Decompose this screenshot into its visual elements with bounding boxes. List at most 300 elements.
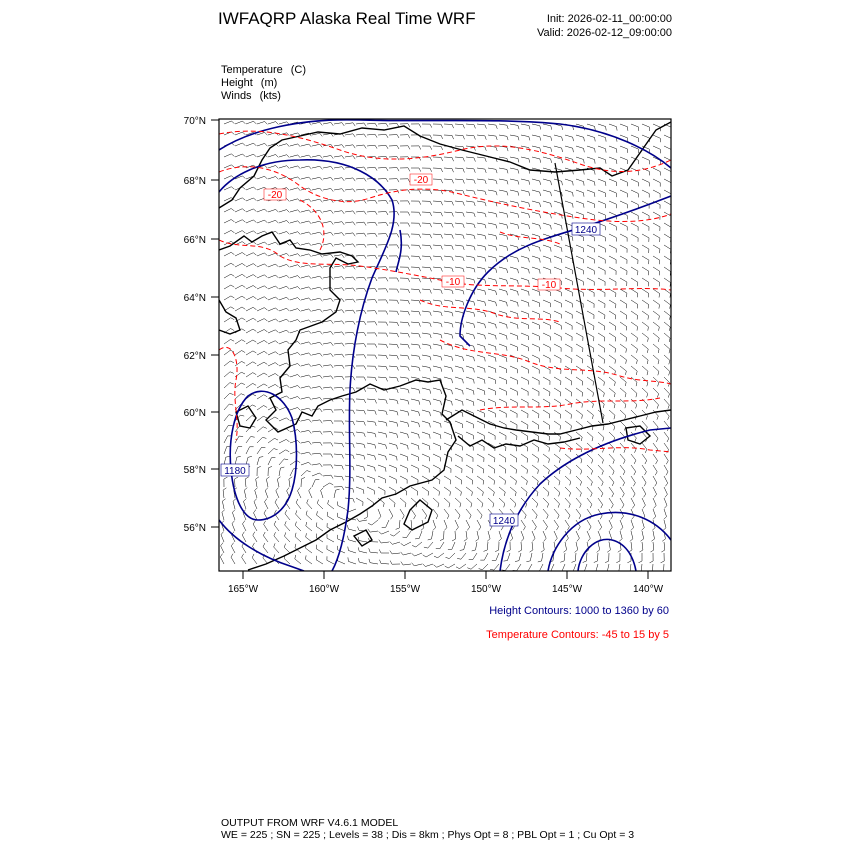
wind-barb bbox=[252, 558, 257, 564]
lat-label: 66°N bbox=[183, 235, 206, 246]
wind-barb-flag bbox=[645, 449, 647, 453]
wind-barb bbox=[312, 353, 320, 355]
wind-barb bbox=[576, 487, 581, 493]
wind-barb bbox=[620, 421, 626, 427]
wind-barb bbox=[609, 223, 616, 226]
wind-barb bbox=[301, 331, 309, 333]
wind-barb-flag bbox=[265, 122, 268, 125]
wind-barb-flag bbox=[276, 166, 279, 169]
wind-barb bbox=[521, 388, 528, 392]
wind-barb bbox=[370, 563, 378, 564]
wind-barb bbox=[378, 167, 386, 168]
wind-barb-flag bbox=[515, 561, 519, 562]
wind-barb bbox=[316, 560, 323, 564]
wind-barb-flag bbox=[353, 288, 355, 291]
wind-barb-flag bbox=[623, 483, 625, 487]
wind-barb bbox=[554, 531, 557, 538]
wind-barb-flag bbox=[446, 557, 450, 558]
wind-barb bbox=[620, 190, 627, 193]
wind-barb bbox=[510, 344, 517, 347]
wind-barb-flag bbox=[562, 126, 563, 130]
wind-barb bbox=[532, 157, 540, 159]
wind-barb-flag bbox=[474, 380, 475, 384]
wind-barb-flag bbox=[358, 527, 360, 531]
wind-barb bbox=[532, 388, 539, 392]
wind-barb bbox=[224, 209, 231, 213]
wind-barb-flag bbox=[630, 539, 633, 542]
wind-barb bbox=[510, 135, 518, 136]
wind-barb-flag bbox=[507, 125, 508, 129]
wind-barb bbox=[422, 465, 429, 469]
wind-barb bbox=[400, 388, 408, 389]
wind-barb bbox=[444, 267, 452, 268]
wind-barb bbox=[257, 406, 264, 411]
wind-barb bbox=[653, 344, 659, 349]
wind-barb-flag bbox=[342, 233, 344, 236]
wind-barb bbox=[488, 531, 490, 539]
wind-barb bbox=[301, 419, 309, 421]
wind-barb-flag bbox=[483, 492, 484, 496]
wind-barb-flag bbox=[331, 421, 333, 424]
wind-barb-flag bbox=[419, 345, 420, 349]
wind-barb-flag bbox=[309, 408, 312, 411]
wind-barb bbox=[466, 179, 474, 180]
wind-barb-flag bbox=[518, 280, 519, 284]
wind-barb bbox=[554, 245, 562, 248]
wind-barb bbox=[653, 289, 660, 294]
wind-barb bbox=[477, 443, 484, 447]
wind-barb bbox=[620, 201, 627, 204]
wind-barb-flag bbox=[280, 467, 284, 468]
wind-barb bbox=[356, 255, 364, 256]
wind-barb bbox=[521, 146, 529, 148]
wind-barb bbox=[521, 223, 529, 225]
wind-barb-flag bbox=[419, 323, 420, 327]
wind-barb-flag bbox=[397, 400, 398, 404]
wind-barb bbox=[382, 531, 389, 534]
wind-barb-flag bbox=[430, 435, 431, 439]
wind-barb-flag bbox=[397, 389, 398, 393]
wind-barb bbox=[477, 124, 485, 125]
lat-label: 68°N bbox=[183, 176, 206, 187]
wind-barb bbox=[521, 399, 528, 403]
wind-barb bbox=[510, 201, 518, 203]
wind-barb bbox=[565, 179, 573, 182]
wind-barb bbox=[543, 135, 551, 137]
wind-barb bbox=[440, 542, 444, 549]
wind-barb-flag bbox=[467, 527, 469, 530]
wind-barb-flag bbox=[669, 338, 670, 342]
wind-barb-flag bbox=[485, 236, 486, 240]
wind-barb bbox=[246, 351, 253, 355]
wind-barb bbox=[631, 311, 638, 316]
wind-barb bbox=[510, 223, 518, 225]
wind-barb bbox=[598, 311, 605, 315]
wind-barb bbox=[631, 487, 635, 494]
wind-barb-flag bbox=[602, 471, 604, 475]
wind-barb bbox=[334, 123, 342, 124]
wind-barb bbox=[433, 498, 439, 503]
wind-barb-flag bbox=[463, 136, 465, 140]
wind-barb bbox=[411, 498, 417, 503]
wind-barb bbox=[466, 212, 474, 213]
wind-barb-flag bbox=[452, 257, 453, 261]
wind-barb bbox=[488, 344, 496, 347]
wind-barb bbox=[285, 536, 291, 542]
wind-barb-flag bbox=[231, 165, 234, 168]
wind-barb-flag bbox=[342, 432, 344, 436]
wind-barb bbox=[488, 498, 494, 504]
wind-barb bbox=[562, 564, 565, 571]
wind-barb-flag bbox=[242, 532, 244, 535]
wind-barb-flag bbox=[353, 244, 355, 247]
wind-barb bbox=[554, 498, 560, 504]
wind-barb-flag bbox=[562, 148, 563, 152]
wind-barb-flag bbox=[570, 482, 571, 486]
wind-barb bbox=[246, 154, 254, 157]
wind-barb-flag bbox=[242, 307, 245, 309]
wind-barb bbox=[422, 377, 430, 379]
wind-barb bbox=[389, 421, 397, 423]
wind-barb bbox=[290, 265, 298, 267]
wind-barb-flag bbox=[518, 181, 519, 185]
wind-barb bbox=[653, 476, 657, 483]
wind-barb bbox=[235, 394, 241, 399]
wind-barb bbox=[477, 256, 485, 258]
wind-barb bbox=[323, 266, 331, 268]
wind-barb bbox=[620, 344, 627, 349]
wind-barb bbox=[477, 234, 485, 236]
wind-barb-flag bbox=[331, 443, 333, 447]
wind-barb-flag bbox=[474, 313, 475, 317]
wind-barb-flag bbox=[490, 527, 492, 530]
wind-barb bbox=[356, 233, 364, 234]
wind-barb bbox=[487, 542, 488, 550]
wind-barb-flag bbox=[419, 423, 420, 427]
wind-barb-flag bbox=[242, 176, 245, 179]
lat-label: 62°N bbox=[183, 351, 206, 362]
wind-barb bbox=[255, 490, 257, 498]
wind-barb-flag bbox=[331, 376, 333, 379]
lon-label: 160°W bbox=[308, 584, 340, 595]
wind-barb bbox=[400, 377, 408, 378]
wind-barb bbox=[422, 366, 430, 368]
wind-barb-flag bbox=[635, 438, 637, 442]
wind-barb-flag bbox=[342, 299, 344, 302]
wind-barb bbox=[477, 366, 485, 369]
wind-barb bbox=[433, 223, 441, 224]
wind-barb bbox=[543, 256, 551, 259]
wind-barb-flag bbox=[419, 124, 421, 128]
wind-barb bbox=[466, 267, 474, 269]
wind-barb-flag bbox=[275, 499, 277, 502]
wind-barb-flag bbox=[320, 398, 322, 401]
wind-barb-flag bbox=[606, 160, 607, 164]
wind-barb bbox=[609, 454, 614, 460]
wind-barb bbox=[279, 308, 287, 311]
wind-barb-flag bbox=[397, 434, 398, 438]
wind-barb-flag bbox=[230, 372, 234, 374]
wind-barb-flag bbox=[275, 330, 278, 333]
wind-barb-flag bbox=[588, 538, 591, 541]
wind-barb bbox=[285, 525, 290, 531]
wind-barb bbox=[268, 155, 276, 158]
wind-barb bbox=[620, 388, 626, 393]
wind-barb-flag bbox=[441, 401, 442, 405]
wind-barb-flag bbox=[375, 255, 377, 259]
wind-barb bbox=[279, 122, 287, 124]
wind-barb-flag bbox=[353, 466, 354, 470]
wind-barb bbox=[521, 355, 528, 358]
wind-barb-flag bbox=[463, 191, 464, 195]
wind-barb-flag bbox=[483, 481, 484, 485]
wind-barb bbox=[338, 506, 345, 510]
wind-barbs bbox=[220, 121, 671, 574]
wind-barb bbox=[378, 509, 381, 516]
wind-barb bbox=[279, 341, 287, 344]
wind-barb-flag bbox=[309, 254, 312, 257]
wind-barb-flag bbox=[220, 554, 222, 557]
wind-barb bbox=[268, 449, 274, 455]
wind-barb bbox=[301, 254, 309, 256]
wind-barb bbox=[290, 298, 298, 300]
wind-barb-flag bbox=[653, 517, 656, 520]
wind-barb-flag bbox=[241, 394, 245, 396]
wind-barb bbox=[609, 245, 616, 249]
wind-barb bbox=[664, 498, 667, 505]
wind-barb bbox=[367, 145, 375, 146]
wind-barb-flag bbox=[559, 470, 560, 474]
wind-barb bbox=[411, 410, 419, 412]
wind-barb-flag bbox=[298, 408, 301, 411]
wind-barb-flag bbox=[452, 235, 453, 239]
wind-barb-flag bbox=[274, 543, 275, 547]
wind-barb bbox=[433, 322, 441, 323]
wind-barb bbox=[642, 278, 649, 282]
wind-barb-flag bbox=[408, 135, 410, 139]
wind-barb bbox=[301, 287, 309, 289]
wind-barb bbox=[565, 487, 571, 493]
wind-barb bbox=[565, 245, 572, 248]
wind-barb-flag bbox=[237, 456, 241, 457]
wind-barb-flag bbox=[463, 180, 464, 184]
wind-barb bbox=[543, 223, 551, 225]
wind-barb bbox=[301, 144, 309, 146]
wind-barb bbox=[367, 432, 375, 433]
wind-barb bbox=[510, 388, 517, 391]
wind-barb-flag bbox=[397, 457, 398, 461]
wind-barb bbox=[494, 564, 499, 570]
wind-barb-flag bbox=[436, 515, 438, 519]
wind-barb bbox=[279, 232, 287, 235]
wind-barb bbox=[587, 454, 593, 460]
wind-barb bbox=[290, 276, 298, 278]
wind-barb bbox=[532, 344, 539, 347]
wind-barb bbox=[576, 201, 584, 204]
wind-barb bbox=[290, 177, 298, 179]
wind-barb bbox=[587, 278, 594, 282]
lon-label: 140°W bbox=[632, 584, 664, 595]
wind-barb bbox=[279, 264, 287, 267]
wind-barb bbox=[532, 267, 540, 270]
wind-barb-flag bbox=[452, 346, 453, 350]
wind-barb-flag bbox=[474, 346, 475, 350]
wind-barb bbox=[598, 256, 605, 260]
wind-barb-flag bbox=[275, 319, 278, 322]
wind-barb bbox=[609, 234, 616, 238]
wind-barb-flag bbox=[253, 286, 256, 288]
wind-barb bbox=[565, 212, 573, 215]
wind-barb bbox=[554, 168, 562, 170]
wind-barb-flag bbox=[530, 550, 533, 552]
wind-barb-flag bbox=[390, 561, 392, 565]
wind-barb-flag bbox=[287, 210, 290, 213]
wind-barb-flag bbox=[331, 465, 333, 469]
wind-barb-flag bbox=[487, 539, 490, 542]
wind-barb-flag bbox=[375, 200, 377, 203]
wind-barb bbox=[653, 421, 658, 427]
wind-barb bbox=[499, 300, 507, 302]
wind-barb bbox=[323, 167, 331, 169]
wind-barb-flag bbox=[298, 342, 301, 345]
wind-barb-flag bbox=[309, 419, 312, 422]
wind-barb-flag bbox=[254, 143, 257, 146]
wind-barb-flag bbox=[353, 156, 355, 159]
wind-barb-flag bbox=[419, 334, 420, 338]
wind-barb bbox=[543, 146, 551, 148]
wind-barb-flag bbox=[287, 297, 290, 300]
wind-barb-flag bbox=[231, 187, 234, 190]
wind-barb bbox=[521, 421, 528, 425]
wind-barb-flag bbox=[243, 121, 246, 124]
wind-barb-flag bbox=[452, 202, 454, 206]
wind-barb-flag bbox=[241, 372, 245, 374]
wind-barb bbox=[312, 298, 320, 300]
wind-barb bbox=[532, 212, 540, 214]
wind-barb-flag bbox=[408, 412, 409, 416]
wind-barb-flag bbox=[254, 121, 257, 124]
wind-barb bbox=[554, 421, 561, 426]
wind-barb bbox=[389, 454, 397, 457]
wind-barb-flag bbox=[284, 544, 285, 548]
wind-barb-flag bbox=[229, 404, 233, 405]
wind-barb-flag bbox=[331, 475, 333, 478]
wind-barb bbox=[510, 366, 517, 369]
wind-barb-flag bbox=[298, 188, 301, 191]
wind-barb bbox=[224, 154, 231, 157]
wind-barb-flag bbox=[320, 464, 322, 467]
wind-barb bbox=[301, 309, 309, 311]
wind-barb-flag bbox=[610, 527, 613, 530]
wind-barb-flag bbox=[397, 345, 399, 349]
wind-barb-flag bbox=[423, 555, 426, 557]
wind-barb bbox=[455, 520, 458, 527]
wind-barb-flag bbox=[408, 245, 410, 249]
wind-barb bbox=[274, 547, 279, 553]
wind-barb-flag bbox=[264, 330, 267, 332]
wind-barb-flag bbox=[507, 225, 508, 229]
wind-barb-flag bbox=[386, 289, 388, 293]
wind-barb-flag bbox=[298, 210, 301, 213]
wind-barb-flag bbox=[264, 384, 267, 386]
wind-barb bbox=[477, 388, 485, 391]
wind-barb-flag bbox=[375, 145, 377, 148]
wind-barb bbox=[532, 245, 540, 247]
wind-barb-flag bbox=[253, 318, 256, 320]
wind-barb-flag bbox=[331, 432, 333, 436]
wind-barb-flag bbox=[518, 550, 521, 552]
wind-barb bbox=[444, 410, 452, 413]
wind-barb bbox=[433, 421, 441, 424]
wind-barb bbox=[301, 342, 309, 344]
wind-barb bbox=[356, 211, 364, 212]
wind-barb bbox=[356, 288, 364, 289]
wind-barb bbox=[422, 509, 427, 516]
wind-barb-flag bbox=[496, 358, 497, 362]
wind-barb-flag bbox=[331, 454, 333, 458]
wind-barb-flag bbox=[309, 188, 312, 191]
wind-barb bbox=[532, 531, 535, 538]
wind-barb-flag bbox=[276, 122, 279, 125]
wind-barb bbox=[466, 278, 474, 280]
wind-barb bbox=[268, 374, 275, 378]
wind-barb-flag bbox=[507, 280, 508, 284]
wind-barb bbox=[246, 209, 253, 212]
wind-barb bbox=[466, 333, 474, 335]
wind-barb-flag bbox=[375, 134, 377, 137]
wind-barb bbox=[367, 498, 374, 503]
wind-barb bbox=[532, 300, 540, 303]
wind-barb-flag bbox=[364, 277, 366, 280]
wind-barb-flag bbox=[529, 159, 530, 163]
wind-barb-flag bbox=[386, 256, 388, 260]
wind-barb bbox=[488, 454, 495, 458]
wind-barb bbox=[257, 457, 259, 465]
wind-barb bbox=[323, 483, 330, 487]
wind-barb-flag bbox=[648, 305, 649, 309]
wind-barb bbox=[433, 432, 441, 435]
wind-barb bbox=[543, 300, 550, 303]
wind-barb bbox=[290, 408, 298, 411]
wind-barb bbox=[466, 311, 474, 313]
wind-barb bbox=[257, 447, 262, 454]
wind-barb bbox=[466, 234, 474, 235]
wind-barb-flag bbox=[364, 344, 366, 347]
wind-barb bbox=[642, 322, 648, 327]
wind-barb-flag bbox=[485, 313, 486, 317]
wind-barb-flag bbox=[386, 411, 387, 415]
wind-barb-flag bbox=[463, 125, 465, 129]
wind-barb bbox=[455, 531, 456, 539]
wind-barb bbox=[664, 179, 671, 183]
wind-barb-flag bbox=[419, 201, 421, 205]
wind-barb bbox=[587, 311, 594, 315]
wind-barb bbox=[334, 145, 342, 146]
wind-barb-flag bbox=[264, 253, 267, 256]
wind-barb-flag bbox=[485, 213, 486, 217]
wind-barb bbox=[378, 487, 385, 491]
wind-barb bbox=[532, 135, 540, 137]
wind-barb bbox=[428, 542, 433, 548]
wind-barb-flag bbox=[529, 137, 530, 141]
wind-barb bbox=[466, 168, 474, 169]
wind-barb bbox=[455, 344, 463, 346]
wind-barb bbox=[532, 498, 538, 504]
wind-barb-flag bbox=[364, 222, 366, 225]
wind-barb-flag bbox=[603, 426, 604, 430]
wind-barb-flag bbox=[447, 515, 449, 519]
wind-barb-flag bbox=[507, 269, 508, 273]
